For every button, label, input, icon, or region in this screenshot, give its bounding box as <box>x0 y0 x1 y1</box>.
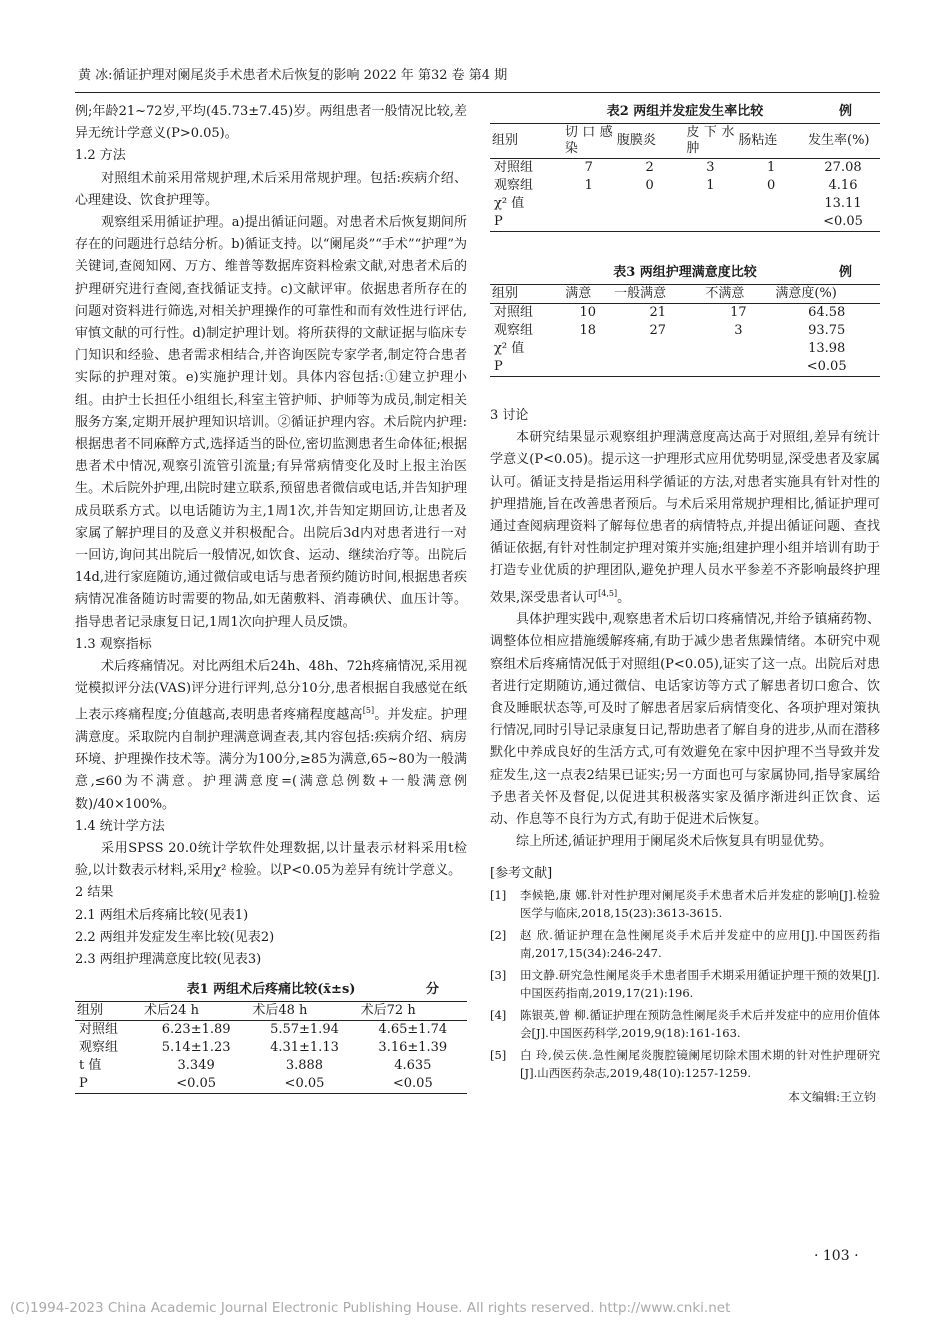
table-cell: 10 <box>579 305 596 320</box>
reference-item <box>490 966 880 1003</box>
table-cell: 0 <box>645 178 654 193</box>
table-cell: 3 <box>706 160 715 175</box>
reference-item <box>490 1006 880 1043</box>
table-cell <box>703 340 773 358</box>
table3-header: 组别 <box>490 285 563 304</box>
reference-text: 陈银英,曾 柳.循证护理在预防急性阑尾炎手术后并发症中的应用价值体会[J].中国医药科学,2019,9(18):161-163. <box>520 1007 880 1041</box>
table-row <box>490 358 880 377</box>
references-heading: [参考文献] <box>490 866 553 882</box>
table-cell: 1 <box>706 178 715 193</box>
table-cell: 5.57±1.94 <box>270 1022 339 1038</box>
table-cell <box>703 358 773 377</box>
section-2-1-heading: 2.1 两组术后疼痛比较(见表1) <box>75 907 249 923</box>
table1-unit: 分 <box>425 982 439 998</box>
table-cell: 5.14±1.23 <box>161 1040 231 1056</box>
table-cell: 0 <box>767 178 776 193</box>
table2-header: 腹膜炎 <box>615 124 685 159</box>
table-cell: 3 <box>734 323 743 338</box>
paragraph-discussion-2: 具体护理实践中,观察患者术后切口疼痛情况,并给予镇痛药物、调整体位相应措施缓解疼痛,有助于减少患者焦躁情绪。本研究中观察组术后疼痛情况低于对照组(P<0.05),证实了这一点。出院后对患者进行定期随访,通过微信、电话家访等方式了解患者切口愈合、饮食及睡眠状态等,可及时了解患者居家后病情变化、各项护理对策执行情况,同时引导记录康复日记,帮助患者了解自身的进步,从而在潜移默化中养成良好的生活方式,可有效避免在家中因护理不当导致并发症发生,这一点表2结果已证实;另一方面也可与家属协同,指导家属给予患者关怀及督促,以促进其积极落实家及循序渐进纠正饮食、运动、作息等不良行为方式,有助于促进术后恢复。 <box>490 612 880 827</box>
table2-caption <box>490 101 880 123</box>
table-cell: 2 <box>645 160 654 175</box>
table-cell: 观察组 <box>79 1040 119 1056</box>
table-row <box>490 340 880 358</box>
table-cell: 4.16 <box>828 178 858 193</box>
left-column <box>75 101 467 1094</box>
citation: [4,5] <box>598 588 618 598</box>
table-row <box>75 1039 467 1057</box>
table-cell: χ² 值 <box>494 196 525 211</box>
table1-header: 组别 <box>75 1002 142 1021</box>
reference-list <box>490 886 880 1083</box>
table-cell: 3.349 <box>177 1058 215 1074</box>
table-cell: 27.08 <box>824 160 862 175</box>
table-cell <box>612 340 703 358</box>
reference-text: 田文静.研究急性阑尾炎手术患者围手术期采用循证护理干预的效果[J].中国医药指南,2019,17(21):196. <box>520 967 880 1001</box>
discussion-1-text: 本研究结果显示观察组护理满意度高达高于对照组,差异有统计学意义(P<0.05)。提示这一护理形式应用优势明显,深受患者及家属认可。循证支持是指运用科学循证的方法,对患者实施具有针对性的护理措施,旨在改善患者预后。与术后采用常规护理相比,循证护理可通过查阅病理资料了解每位患者的病情特点,并提出循证问题、查找循证依据,有针对性制定护理对策并实施;组建护理小组并培训有助于打造专业优质的护理团队,避免护理人员水平参差不齐影响最终护理效果,深受患者认可 <box>490 430 880 605</box>
table2-title: 表2 两组并发症发生率比较 <box>606 104 764 119</box>
paragraph-indicators <box>75 656 467 816</box>
right-column <box>490 101 880 1108</box>
table-cell: 3.16±1.39 <box>378 1040 448 1056</box>
table-cell: <0.05 <box>284 1076 325 1092</box>
table-row <box>490 159 880 178</box>
table-cell: 4.65±1.74 <box>378 1022 448 1038</box>
table-cell: 对照组 <box>79 1022 119 1038</box>
table2 <box>490 123 880 232</box>
table-row <box>75 1057 467 1075</box>
table1-caption <box>75 979 467 1001</box>
section-1-4-heading: 1.4 统计学方法 <box>75 818 165 834</box>
table-cell: 4.31±1.13 <box>270 1040 339 1056</box>
table-cell <box>736 213 806 232</box>
table-cell <box>684 195 736 213</box>
table-cell: 观察组 <box>494 178 534 193</box>
table-cell: 7 <box>584 160 593 175</box>
table-cell: 64.58 <box>808 305 846 320</box>
table-cell <box>615 213 685 232</box>
table-cell <box>563 340 612 358</box>
table-cell <box>612 358 703 377</box>
paragraph-discussion-1 <box>490 427 880 609</box>
table-cell: 1 <box>767 160 776 175</box>
table-row <box>490 304 880 323</box>
table2-unit: 例 <box>838 104 852 119</box>
table-cell: t 值 <box>79 1058 102 1074</box>
table3-unit: 例 <box>838 265 852 280</box>
table-row <box>75 1021 467 1040</box>
table-cell: P <box>494 359 503 374</box>
table1-header: 术后24 h <box>142 1002 250 1021</box>
table1 <box>75 1001 467 1094</box>
paragraph-observation-group: 观察组采用循证护理。a)提出循证问题。对患者术后恢复期间所存在的问题进行总结分析。b)循证支持。以“阑尾炎”“手术”“护理”为关键词,查阅知网、万方、维普等数据库资料检索文献,对患者术后的护理研究进行查阅,查找循证支持。c)文献评审。依据患者所存在的问题对资料进行筛选,对相关护理操作的可靠性和而有效性进行评估,审慎文献的可行性。d)制定护理计划。将所获得的文献证据与临床专门知识和经验、患者需求相结合,并咨询医院专家学者,制定符合患者实际的护理对策。e)实施护理计划。具体内容包括:①建立护理小组。由护士长担任小组组长,科室主管护师、护师等为成员,制定相关服务方案,定期开展护理知识培训。②循证护理内容。术后院内护理:根据患者不同麻醉方式,选择适当的卧位,密切监测患者生命体征;根据患者术中情况,观察引流管引流量;有异常病情变化及时上报主治医生。术后院外护理,出院时建立联系,预留患者微信或电话,并告知护理成员联系方式。以电话随访为主,1周1次,并告知定期回访,让患者及家属了解护理目的及意义并积极配合。出院后3d内对患者进行一对一回访,询问其出院后一般情况,如饮食、运动、继续治疗等。出院后14d,进行家庭随访,通过微信或电话与患者预约随访时间,根据患者疾病情况准备随访时需要的物品,如无菌敷料、消毒碘伏、血压计等。指导患者记录康复日记,1周1次向护理人员反馈。 <box>75 215 467 630</box>
section-1-2-heading: 1.2 方法 <box>75 148 126 164</box>
table-cell: 1 <box>584 178 593 193</box>
section-2-3-heading: 2.3 两组护理满意度比较(见表3) <box>75 952 262 968</box>
table3-title: 表3 两组护理满意度比较 <box>613 265 757 280</box>
reference-number: [2] <box>490 927 507 942</box>
table-cell: P <box>494 214 503 229</box>
reference-item <box>490 886 880 923</box>
table-cell: <0.05 <box>806 359 847 374</box>
table-cell: P <box>79 1076 88 1092</box>
reference-item <box>490 1046 880 1083</box>
table-cell: 13.98 <box>808 341 846 356</box>
page-number: · 103 · <box>814 1248 859 1264</box>
discussion-1-end: 。 <box>617 589 631 605</box>
reference-number: [4] <box>490 1007 507 1022</box>
indicators-text: 术后疼痛情况。对比两组术后24h、48h、72h疼痛情况,采用视觉模拟评分法(VAS)评分进行评判,总分10分,患者根据自我感觉在纸上表示疼痛程度;分值越高,表明患者疼痛程度越高 <box>75 659 467 723</box>
table-cell <box>615 195 685 213</box>
table-cell: <0.05 <box>823 214 863 229</box>
table3-header: 满意度(%) <box>773 285 880 304</box>
table1-title: 表1 两组术后疼痛比较(x̄±s) <box>186 982 356 998</box>
table-cell: 93.75 <box>808 323 846 338</box>
table-row <box>490 177 880 195</box>
table-cell: 观察组 <box>494 323 534 338</box>
copyright-footer: (C)1994-2023 China Academic Journal Electronic Publishing House. All rights reserved. http://www.cnki.net <box>10 1300 731 1316</box>
running-header: 黄 冰:循证护理对阑尾炎手术患者术后恢复的影响 2022 年 第32 卷 第4 期 <box>78 68 508 83</box>
reference-text: 赵 欣.循证护理在急性阑尾炎手术后并发症中的应用[J].中国医药指南,2017,15(34):246-247. <box>520 927 880 961</box>
paragraph-conclusion: 综上所述,循证护理用于阑尾炎术后恢复具有明显优势。 <box>516 834 833 850</box>
table1-header: 术后72 h <box>359 1002 467 1021</box>
table-cell: 27 <box>649 323 666 338</box>
table-row <box>75 1075 467 1094</box>
table-cell: 17 <box>730 305 747 320</box>
table-row <box>490 195 880 213</box>
table-row <box>490 322 880 340</box>
table2-header: 皮下水肿 <box>684 124 736 159</box>
table-cell <box>563 213 615 232</box>
editor-credit: 本文编辑:王立钧 <box>787 1089 876 1104</box>
table-cell <box>563 358 612 377</box>
citation: [5] <box>362 706 375 716</box>
table-cell <box>563 195 615 213</box>
paragraph-control-group: 对照组术前采用常规护理,术后采用常规护理。包括:疾病介绍、心理建设、饮食护理等。 <box>75 170 467 208</box>
indicators-text-cont: 。并发症。护理满意度。采取院内自制护理满意调查表,其内容包括:疾病介绍、病房环境、护理操作技术等。满分为100分,≥85为满意,65~80为一般满意,≤60为不满意。护理满意度=(满意总例数+一般满意例数)/40×100%。 <box>75 707 467 812</box>
reference-item <box>490 926 880 963</box>
section-2-2-heading: 2.2 两组并发症发生率比较(见表2) <box>75 929 275 945</box>
table3-header: 满意 <box>563 285 612 304</box>
table-cell: <0.05 <box>176 1076 217 1092</box>
table-cell <box>684 213 736 232</box>
table-cell: 18 <box>579 323 596 338</box>
table-cell: <0.05 <box>392 1076 433 1092</box>
table-cell: 4.635 <box>394 1058 432 1074</box>
table-cell: 6.23±1.89 <box>161 1022 231 1038</box>
table2-header: 切口感染 <box>563 124 615 159</box>
table3-header: 不满意 <box>703 285 773 304</box>
table1-header: 术后48 h <box>250 1002 358 1021</box>
section-3-heading: 3 讨论 <box>490 408 529 423</box>
table-cell: χ² 值 <box>494 341 525 356</box>
reference-text: 李候艳,康 娜.针对性护理对阑尾炎手术患者术后并发症的影响[J].检验医学与临床,2018,15(23):3613-3615. <box>520 887 880 921</box>
table-cell <box>736 195 806 213</box>
table-cell: 3.888 <box>285 1058 324 1074</box>
reference-number: [5] <box>490 1047 507 1062</box>
table3 <box>490 284 880 377</box>
section-2-heading: 2 结果 <box>75 885 114 901</box>
section-1-3-heading: 1.3 观察指标 <box>75 636 152 652</box>
table2-header: 组别 <box>490 124 563 159</box>
table-cell: 13.11 <box>824 196 862 211</box>
table3-header: 一般满意 <box>612 285 703 304</box>
table2-header: 发生率(%) <box>806 124 880 159</box>
reference-text: 白 玲,侯云侠.急性阑尾炎腹腔镜阑尾切除术围术期的针对性护理研究[J].山西医药杂志,2019,48(10):1257-1259. <box>520 1047 880 1081</box>
table-cell: 对照组 <box>494 160 534 175</box>
reference-number: [3] <box>490 967 507 982</box>
table2-header: 肠粘连 <box>736 124 806 159</box>
table3-caption <box>490 262 880 284</box>
reference-number: [1] <box>490 887 507 902</box>
table-cell: 21 <box>649 305 666 320</box>
table-cell: 对照组 <box>494 305 534 320</box>
header-rule <box>75 92 880 93</box>
paragraph-general: 例;年龄21~72岁,平均(45.73±7.45)岁。两组患者一般情况比较,差异无统计学意义(P>0.05)。 <box>75 104 467 142</box>
table-row <box>490 213 880 232</box>
paragraph-statistics: 采用SPSS 20.0统计学软件处理数据,以计量表示材料采用t检验,以计数表示材料,采用χ² 检验。以P<0.05为差异有统计学意义。 <box>75 841 467 879</box>
